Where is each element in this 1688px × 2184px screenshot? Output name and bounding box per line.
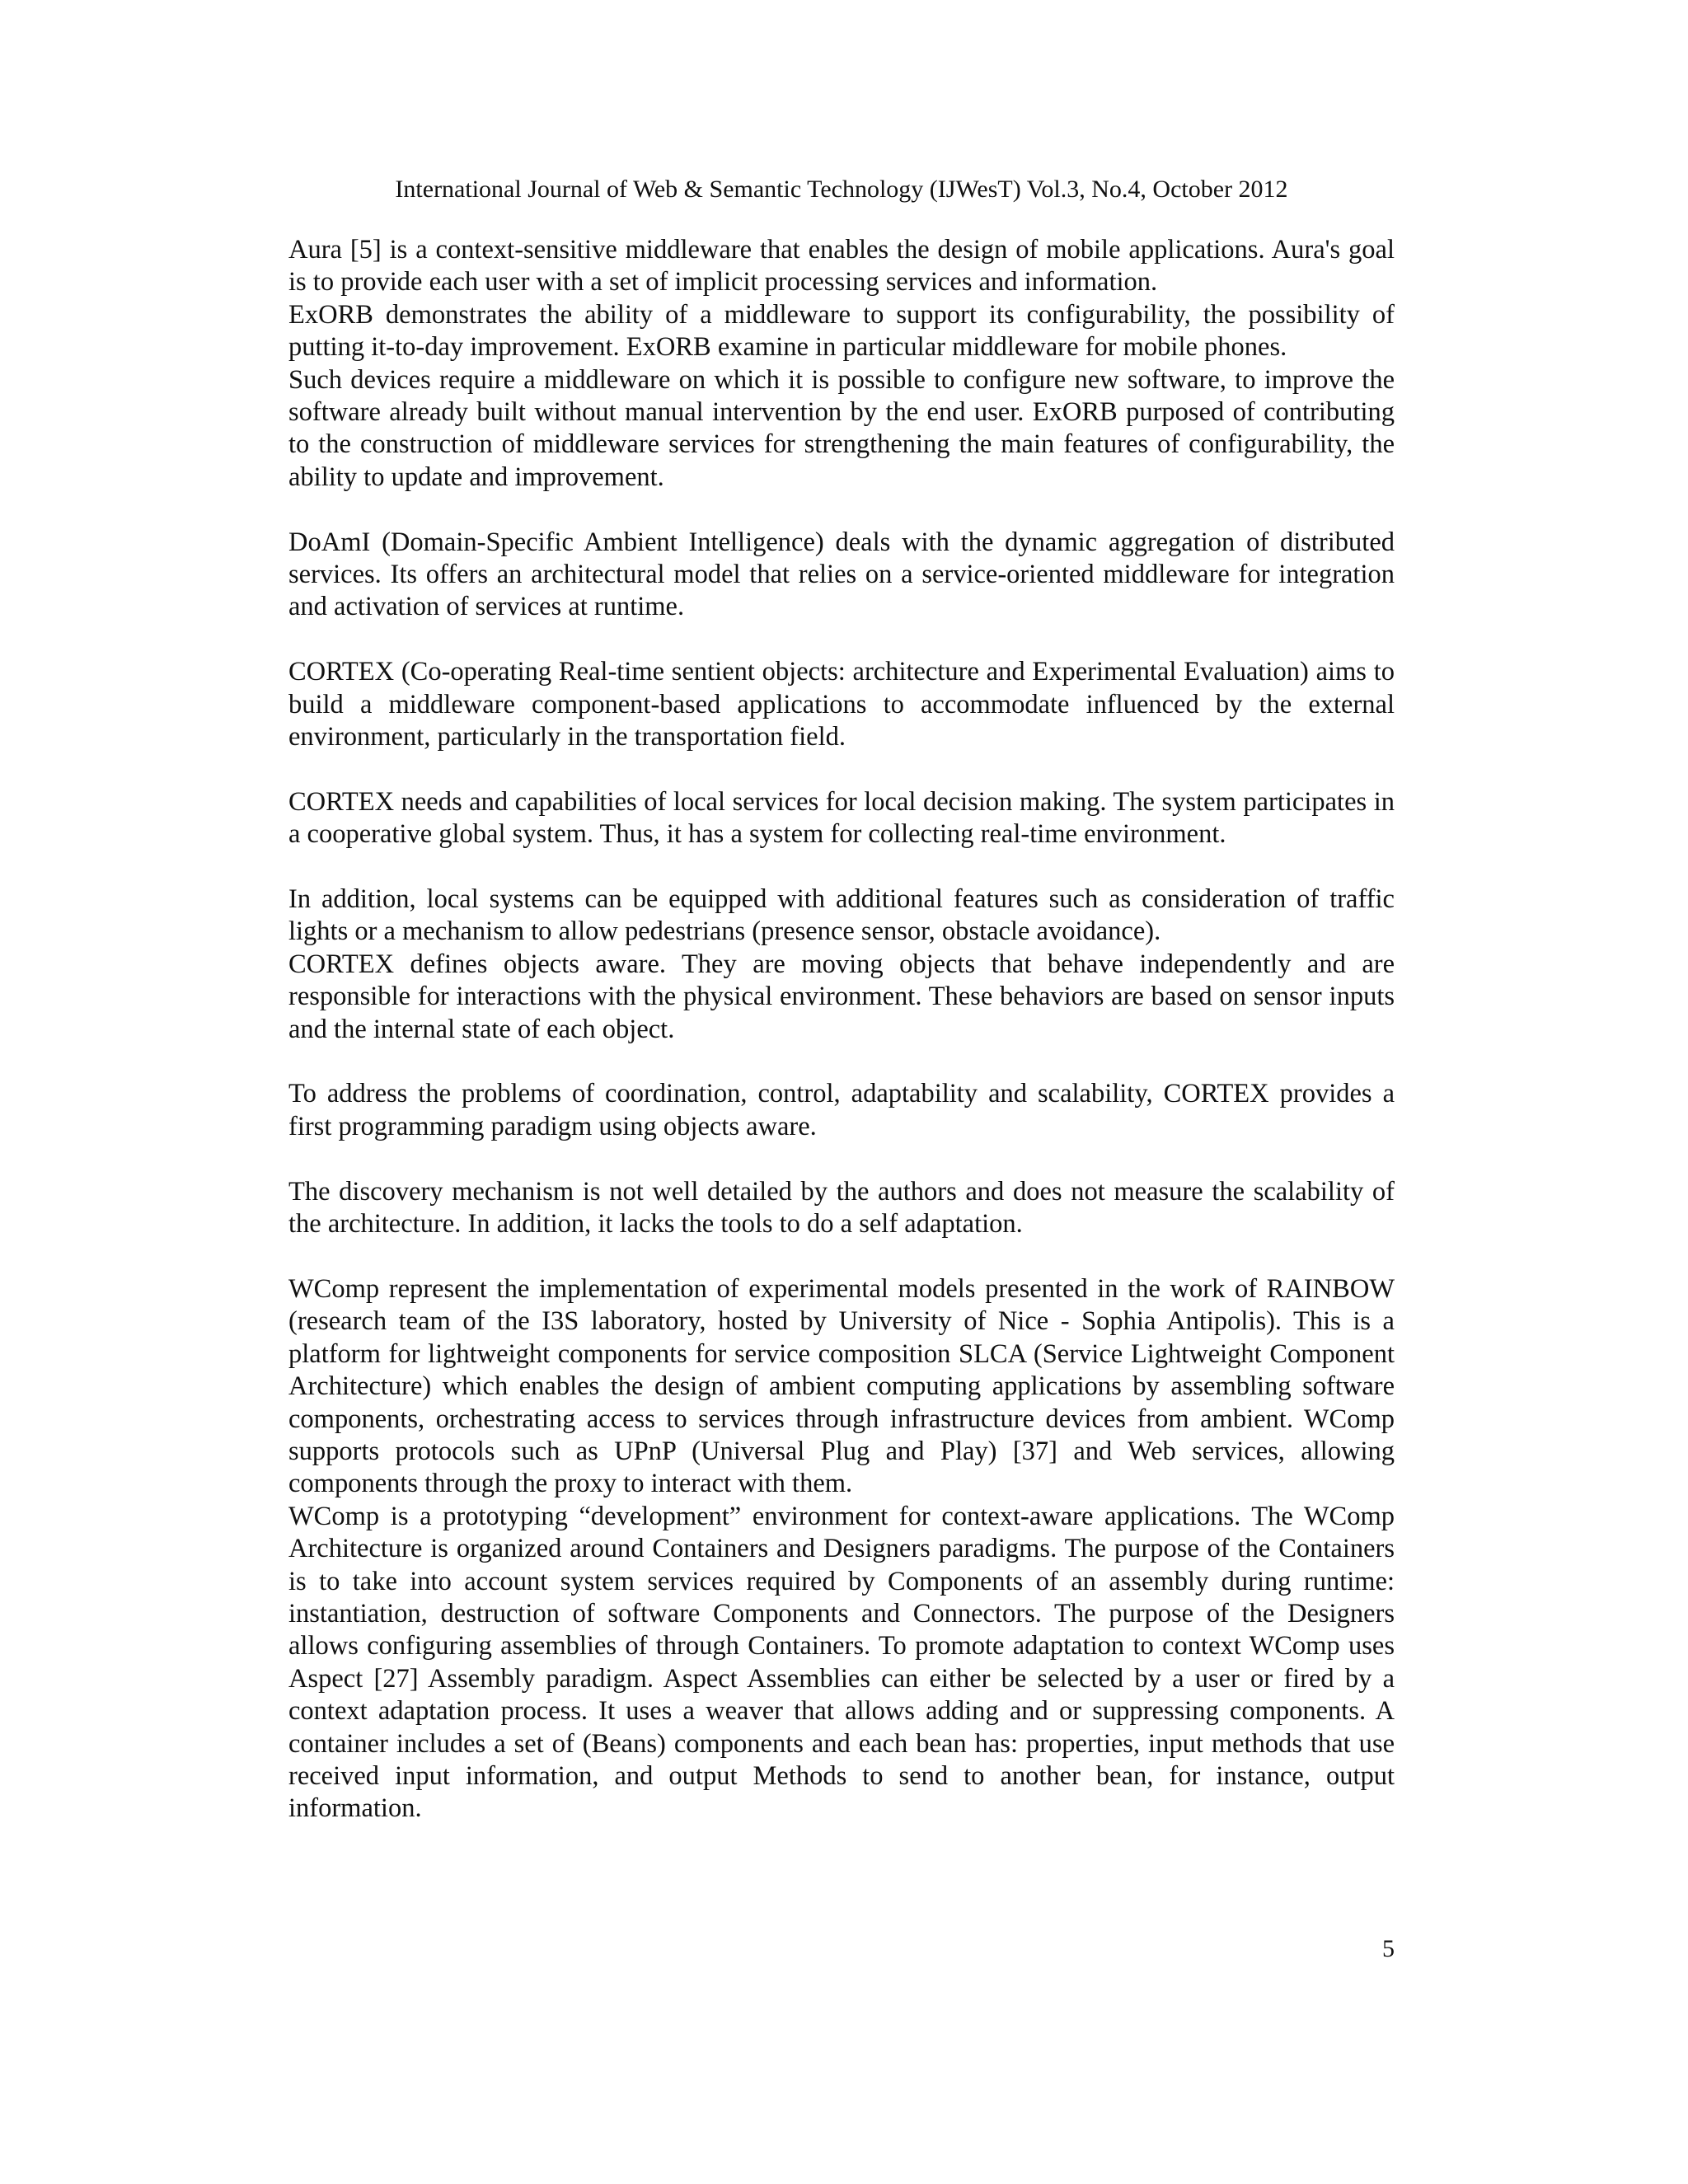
paragraph-gap [288,494,1395,526]
paragraph-exorb-devices: Such devices require a middleware on which it is possible to configure new software, to improve the software already built without manual intervention by the end user. ExORB purposed of contributing to the construction of middleware services for strengthening the main features of configurability, the ability to update and improvement. [288,364,1395,492]
page-number: 5 [1382,1935,1395,1962]
paragraph-gap [288,851,1395,883]
paragraph-gap [288,624,1395,656]
running-header: International Journal of Web & Semantic Technology (IJWesT) Vol.3, No.4, October 2012 [395,176,1288,203]
paragraph-cortex-intro: CORTEX (Co-operating Real-time sentient objects: architecture and Experimental Evaluation) aims to build a middleware component-based applications to accommodate influenced by the external environment, particularly in the transportation field. [288,657,1395,752]
paragraph-cortex-objects: CORTEX defines objects aware. They are moving objects that behave independently and are responsible for interactions with the physical environment. These behaviors are based on sensor inputs and the internal state of each object. [288,949,1395,1044]
paragraph-gap [288,753,1395,785]
paragraph-cortex-paradigm: To address the problems of coordination, control, adaptability and scalability, CORTEX provides a first programming paradigm using objects aware. [288,1079,1395,1141]
paragraph-gap [288,1046,1395,1078]
paragraph-wcomp-architecture: WComp is a prototyping “development” environment for context-aware applications. The WComp Architecture is organized around Containers and Designers paradigms. The purpose of the Containers is to take into account system services required by Components of an assembly during runtime: instantiation, destruction of software Components and Connectors. The purpose of the Designers allows configuring assemblies of through Containers. To promote adaptation to context WComp uses Aspect [27] Assembly paradigm. Aspect Assemblies can either be selected by a user or fired by a context adaptation process. It uses a weaver that allows adding and or suppressing components. A container includes a set of (Beans) components and each bean has: properties, input methods that use received input information, and output Methods to send to another bean, for instance, output information. [288,1501,1395,1824]
paragraph-discovery: The discovery mechanism is not well detailed by the authors and does not measure the scalability of the architecture. In addition, it lacks the tools to do a self adaptation. [288,1176,1395,1240]
body-text [288,234,1395,1825]
paragraph-local-systems: In addition, local systems can be equipped with additional features such as consideration of traffic lights or a mechanism to allow pedestrians (presence sensor, obstacle avoidance). [288,884,1395,947]
paragraph-wcomp-intro: WComp represent the implementation of experimental models presented in the work of RAINBOW (research team of the I3S laboratory, hosted by University of Nice - Sophia Antipolis). This is a platform for lightweight components for service composition SLCA (Service Lightweight Component Architecture) which enables the design of ambient computing applications by assembling software components, orchestrating access to services through infrastructure devices from ambient. WComp supports protocols such as UPnP (Universal Plug and Play) [37] and Web services, allowing components through the proxy to interact with them. [288,1273,1395,1499]
paragraph-aura: Aura [5] is a context-sensitive middleware that enables the design of mobile applications. Aura's goal is to provide each user with a set of implicit processing services and information. [288,235,1395,298]
paragraph-gap [288,1143,1395,1175]
paragraph-gap [288,1241,1395,1273]
paragraph-cortex-needs: CORTEX needs and capabilities of local services for local decision making. The system participates in a cooperative global system. Thus, it has a system for collecting real-time environment. [288,786,1395,850]
paragraph-exorb-intro: ExORB demonstrates the ability of a middleware to support its configurability, the possibility of putting it-to-day improvement. ExORB examine in particular middleware for mobile phones. [288,299,1395,363]
paragraph-doami: DoAmI (Domain-Specific Ambient Intelligence) deals with the dynamic aggregation of distributed services. Its offers an architectural model that relies on a service-oriented middleware for integration and activation of services at runtime. [288,527,1395,622]
